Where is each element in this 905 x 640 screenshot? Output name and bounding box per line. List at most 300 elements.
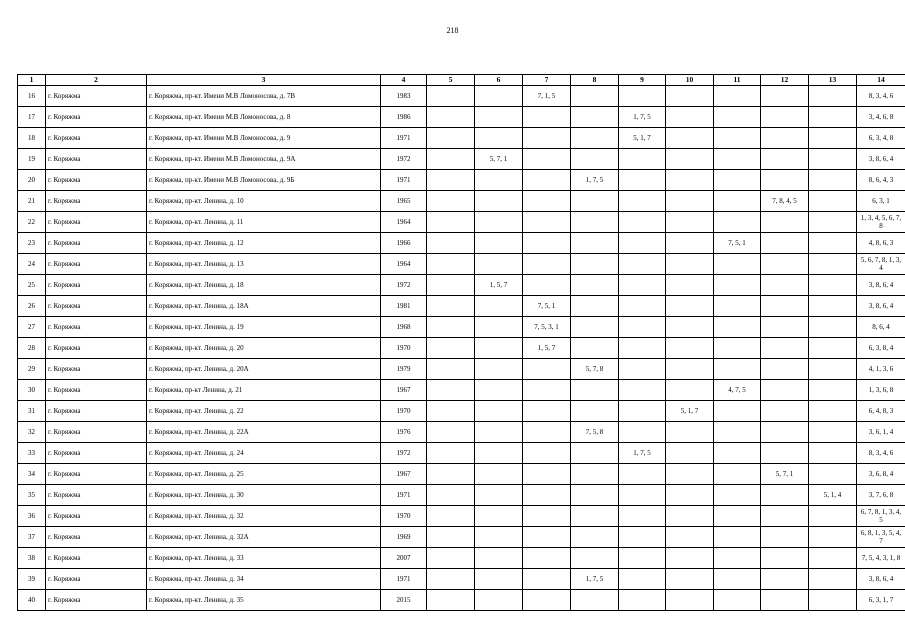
table-cell-col-7: 7, 5, 1: [523, 296, 571, 317]
table-cell-col-9: [619, 191, 666, 212]
table-cell-col-6: [475, 317, 523, 338]
table-cell-col-12: [761, 233, 809, 254]
table-cell-col-9: [619, 338, 666, 359]
table-cell-col-2: г. Коряжма: [46, 464, 147, 485]
table-cell-col-13: [809, 443, 857, 464]
table-cell-col-13: [809, 569, 857, 590]
table-cell-col-4: 1986: [381, 107, 427, 128]
table-cell-col-13: [809, 107, 857, 128]
table-cell-col-12: [761, 590, 809, 611]
table-cell-col-12: [761, 128, 809, 149]
table-cell-col-11: [714, 359, 761, 380]
table-cell-col-14: 6, 3, 8, 4: [857, 338, 905, 359]
table-cell-col-14: 8, 3, 4, 6: [857, 443, 905, 464]
table-row: [18, 527, 905, 548]
table-cell-col-3: г. Коряжма, пр-кт. Ленина, д. 18: [147, 275, 381, 296]
table-cell-col-14: 5, 6, 7, 8, 1, 3, 4: [857, 254, 905, 275]
table-cell-col-10: [666, 359, 714, 380]
table-cell-col-3: г. Коряжма, пр-кт. Ленина, д. 22: [147, 401, 381, 422]
table-cell-col-5: [427, 170, 475, 191]
table-cell-col-10: [666, 149, 714, 170]
table-cell-col-7: [523, 128, 571, 149]
table-cell-col-11: [714, 254, 761, 275]
table-cell-col-5: [427, 191, 475, 212]
table-cell-col-2: г. Коряжма: [46, 317, 147, 338]
table-cell-col-5: [427, 485, 475, 506]
table-cell-col-9: [619, 275, 666, 296]
table-cell-col-9: 5, 1, 7: [619, 128, 666, 149]
table-cell-col-11: [714, 506, 761, 527]
table-cell-col-2: г. Коряжма: [46, 296, 147, 317]
table-cell-col-7: [523, 548, 571, 569]
table-cell-col-12: [761, 380, 809, 401]
table-cell-col-5: [427, 464, 475, 485]
table-cell-col-5: [427, 296, 475, 317]
table-cell-col-2: г. Коряжма: [46, 338, 147, 359]
column-header-9: 9: [619, 75, 666, 86]
table-cell-col-14: 3, 7, 6, 8: [857, 485, 905, 506]
table-row: [18, 191, 905, 212]
table-cell-col-13: [809, 401, 857, 422]
table-cell-col-8: [571, 443, 619, 464]
table-cell-col-14: 6, 4, 8, 3: [857, 401, 905, 422]
table-cell-col-8: [571, 506, 619, 527]
table-cell-col-6: [475, 191, 523, 212]
table-cell-col-13: [809, 338, 857, 359]
table-cell-col-2: г. Коряжма: [46, 128, 147, 149]
table-row: [18, 128, 905, 149]
table-row: [18, 569, 905, 590]
table-cell-col-12: [761, 338, 809, 359]
table-cell-col-13: [809, 527, 857, 548]
table-cell-col-6: [475, 254, 523, 275]
table-cell-col-14: 6, 7, 8, 1, 3, 4, 5: [857, 506, 905, 527]
table-cell-col-6: [475, 212, 523, 233]
table-cell-col-7: [523, 191, 571, 212]
table-cell-col-13: [809, 233, 857, 254]
table-cell-col-11: [714, 107, 761, 128]
table-cell-col-6: 1, 5, 7: [475, 275, 523, 296]
table-cell-col-1: 38: [18, 548, 46, 569]
table-cell-col-8: [571, 149, 619, 170]
table-row: [18, 296, 905, 317]
table-cell-col-3: г. Коряжма, пр-кт. Имени М.В Ломоносова, д. 9Б: [147, 170, 381, 191]
table-cell-col-3: г. Коряжма, пр-кт. Ленина, д. 22А: [147, 422, 381, 443]
table-cell-col-3: г. Коряжма, пр-кт. Имени М.В Ломоносова, д. 8: [147, 107, 381, 128]
table-cell-col-7: [523, 380, 571, 401]
table-cell-col-3: г. Коряжма, пр-кт. Ленина, д. 19: [147, 317, 381, 338]
column-header-10: 10: [666, 75, 714, 86]
table-cell-col-13: [809, 359, 857, 380]
table-cell-col-1: 21: [18, 191, 46, 212]
table-cell-col-10: [666, 107, 714, 128]
table-cell-col-9: [619, 506, 666, 527]
column-header-3: 3: [147, 75, 381, 86]
table-cell-col-9: [619, 317, 666, 338]
table-cell-col-10: [666, 254, 714, 275]
table-cell-col-2: г. Коряжма: [46, 254, 147, 275]
table-cell-col-7: [523, 485, 571, 506]
table-body: [18, 86, 905, 611]
table-cell-col-4: 1967: [381, 464, 427, 485]
table-cell-col-11: [714, 275, 761, 296]
table-cell-col-7: 7, 1, 5: [523, 86, 571, 107]
table-cell-col-3: г. Коряжма, пр-кт. Ленина, д. 25: [147, 464, 381, 485]
table-cell-col-14: 6, 8, 1, 3, 5, 4, 7: [857, 527, 905, 548]
table-cell-col-6: [475, 464, 523, 485]
table-row: [18, 401, 905, 422]
table-cell-col-11: [714, 317, 761, 338]
table-cell-col-1: 37: [18, 527, 46, 548]
table-cell-col-3: г. Коряжма, пр-кт. Ленина, д. 13: [147, 254, 381, 275]
table-row: [18, 422, 905, 443]
table-cell-col-6: [475, 380, 523, 401]
table-cell-col-3: г. Коряжма, пр-кт Ленина, д. 21: [147, 380, 381, 401]
table-cell-col-11: [714, 464, 761, 485]
column-header-12: 12: [761, 75, 809, 86]
table-cell-col-13: [809, 317, 857, 338]
table-cell-col-5: [427, 401, 475, 422]
table-cell-col-1: 34: [18, 464, 46, 485]
table-cell-col-14: 4, 8, 6, 3: [857, 233, 905, 254]
table-cell-col-1: 17: [18, 107, 46, 128]
table-cell-col-8: [571, 338, 619, 359]
table-cell-col-1: 33: [18, 443, 46, 464]
table-cell-col-2: г. Коряжма: [46, 275, 147, 296]
table-cell-col-8: [571, 380, 619, 401]
table-cell-col-12: [761, 359, 809, 380]
table-cell-col-7: [523, 401, 571, 422]
table-cell-col-12: [761, 296, 809, 317]
table-cell-col-13: [809, 422, 857, 443]
table-cell-col-10: [666, 380, 714, 401]
table-cell-col-10: [666, 485, 714, 506]
table-cell-col-4: 1979: [381, 359, 427, 380]
table-cell-col-3: г. Коряжма, пр-кт. Ленина, д. 34: [147, 569, 381, 590]
table-cell-col-2: г. Коряжма: [46, 359, 147, 380]
table-cell-col-4: 1971: [381, 569, 427, 590]
table-cell-col-11: [714, 128, 761, 149]
table-cell-col-8: [571, 233, 619, 254]
table-cell-col-14: 8, 6, 4, 3: [857, 170, 905, 191]
table-row: [18, 443, 905, 464]
table-cell-col-4: 1972: [381, 149, 427, 170]
table-cell-col-2: г. Коряжма: [46, 107, 147, 128]
table-cell-col-10: [666, 338, 714, 359]
table-cell-col-2: г. Коряжма: [46, 485, 147, 506]
table-cell-col-14: 3, 8, 6, 4: [857, 275, 905, 296]
table-cell-col-12: 7, 8, 4, 5: [761, 191, 809, 212]
table-cell-col-1: 35: [18, 485, 46, 506]
table-cell-col-9: [619, 422, 666, 443]
table-cell-col-12: [761, 569, 809, 590]
table-cell-col-8: 1, 7, 5: [571, 170, 619, 191]
column-header-11: 11: [714, 75, 761, 86]
table-cell-col-1: 29: [18, 359, 46, 380]
table-cell-col-12: [761, 527, 809, 548]
table-cell-col-2: г. Коряжма: [46, 569, 147, 590]
table-cell-col-1: 24: [18, 254, 46, 275]
table-cell-col-13: [809, 464, 857, 485]
table-cell-col-13: [809, 590, 857, 611]
table-cell-col-14: 3, 6, 1, 4: [857, 422, 905, 443]
table-cell-col-8: 7, 5, 8: [571, 422, 619, 443]
table-cell-col-9: [619, 569, 666, 590]
table-cell-col-12: [761, 170, 809, 191]
table-cell-col-1: 31: [18, 401, 46, 422]
table-cell-col-8: [571, 107, 619, 128]
table-cell-col-10: 5, 1, 7: [666, 401, 714, 422]
table-cell-col-13: [809, 149, 857, 170]
table-cell-col-5: [427, 107, 475, 128]
table-cell-col-8: [571, 254, 619, 275]
column-header-14: 14: [857, 75, 905, 86]
table-cell-col-8: [571, 548, 619, 569]
table-cell-col-8: [571, 275, 619, 296]
table-cell-col-1: 23: [18, 233, 46, 254]
table-cell-col-9: 1, 7, 5: [619, 443, 666, 464]
table-cell-col-4: 1964: [381, 212, 427, 233]
table-cell-col-3: г. Коряжма, пр-кт. Имени М.В Ломоносова, д. 9: [147, 128, 381, 149]
table-row: [18, 149, 905, 170]
table-cell-col-14: 3, 4, 6, 8: [857, 107, 905, 128]
table-cell-col-2: г. Коряжма: [46, 527, 147, 548]
table-cell-col-1: 28: [18, 338, 46, 359]
table-cell-col-11: [714, 191, 761, 212]
table-cell-col-5: [427, 443, 475, 464]
table-cell-col-10: [666, 212, 714, 233]
table-cell-col-10: [666, 275, 714, 296]
table-cell-col-14: 8, 3, 4, 6: [857, 86, 905, 107]
table-cell-col-10: [666, 233, 714, 254]
table-cell-col-8: [571, 296, 619, 317]
table-cell-col-2: г. Коряжма: [46, 191, 147, 212]
table-cell-col-13: [809, 506, 857, 527]
table-cell-col-1: 22: [18, 212, 46, 233]
table-cell-col-3: г. Коряжма, пр-кт. Ленина, д. 30: [147, 485, 381, 506]
table-cell-col-1: 18: [18, 128, 46, 149]
table-cell-col-4: 1969: [381, 527, 427, 548]
table-cell-col-7: [523, 569, 571, 590]
table-cell-col-10: [666, 170, 714, 191]
table-cell-col-5: [427, 380, 475, 401]
table-cell-col-14: 3, 8, 6, 4: [857, 569, 905, 590]
table-cell-col-10: [666, 548, 714, 569]
table-cell-col-11: [714, 569, 761, 590]
table-cell-col-13: [809, 254, 857, 275]
table-cell-col-8: 5, 7, 8: [571, 359, 619, 380]
table-cell-col-11: 4, 7, 5: [714, 380, 761, 401]
table-cell-col-4: 1967: [381, 380, 427, 401]
table-cell-col-2: г. Коряжма: [46, 548, 147, 569]
table-cell-col-2: г. Коряжма: [46, 149, 147, 170]
table-cell-col-1: 26: [18, 296, 46, 317]
table-cell-col-7: [523, 422, 571, 443]
column-header-7: 7: [523, 75, 571, 86]
table-cell-col-4: 1972: [381, 275, 427, 296]
table-cell-col-3: г. Коряжма, пр-кт. Ленина, д. 20: [147, 338, 381, 359]
table-cell-col-9: [619, 86, 666, 107]
header-row: [18, 75, 905, 86]
table-cell-col-2: г. Коряжма: [46, 443, 147, 464]
table-row: [18, 359, 905, 380]
table-cell-col-9: [619, 170, 666, 191]
table-row: [18, 464, 905, 485]
table-cell-col-10: [666, 128, 714, 149]
table-cell-col-6: [475, 506, 523, 527]
table-cell-col-12: [761, 401, 809, 422]
table-cell-col-8: [571, 590, 619, 611]
table-cell-col-11: [714, 485, 761, 506]
table-cell-col-1: 16: [18, 86, 46, 107]
table-cell-col-6: [475, 443, 523, 464]
table-cell-col-3: г. Коряжма, пр-кт. Ленина, д. 32А: [147, 527, 381, 548]
table-cell-col-11: [714, 401, 761, 422]
table-cell-col-11: [714, 422, 761, 443]
table-cell-col-4: 1970: [381, 401, 427, 422]
table-cell-col-10: [666, 506, 714, 527]
table-cell-col-4: 1971: [381, 128, 427, 149]
table-cell-col-7: [523, 233, 571, 254]
table-cell-col-2: г. Коряжма: [46, 233, 147, 254]
table-cell-col-11: [714, 212, 761, 233]
table-row: [18, 275, 905, 296]
table-cell-col-14: 3, 8, 6, 4: [857, 296, 905, 317]
table-cell-col-11: 7, 5, 1: [714, 233, 761, 254]
column-header-6: 6: [475, 75, 523, 86]
table-cell-col-1: 40: [18, 590, 46, 611]
table-cell-col-9: [619, 359, 666, 380]
table-row: [18, 107, 905, 128]
table-cell-col-14: 6, 3, 4, 8: [857, 128, 905, 149]
table-cell-col-8: [571, 317, 619, 338]
table-cell-col-12: [761, 107, 809, 128]
table-cell-col-11: [714, 548, 761, 569]
table-cell-col-6: [475, 485, 523, 506]
table-cell-col-5: [427, 527, 475, 548]
table-cell-col-6: [475, 401, 523, 422]
table-cell-col-3: г. Коряжма, пр-кт. Ленина, д. 20А: [147, 359, 381, 380]
table-cell-col-1: 19: [18, 149, 46, 170]
table-cell-col-4: 1966: [381, 233, 427, 254]
table-cell-col-6: 5, 7, 1: [475, 149, 523, 170]
table-cell-col-14: 1, 3, 6, 8: [857, 380, 905, 401]
table-cell-col-6: [475, 422, 523, 443]
table-cell-col-11: [714, 338, 761, 359]
table-cell-col-8: [571, 485, 619, 506]
table-cell-col-10: [666, 317, 714, 338]
table-cell-col-13: 5, 1, 4: [809, 485, 857, 506]
table-row: [18, 380, 905, 401]
table-cell-col-4: 1970: [381, 506, 427, 527]
table-cell-col-6: [475, 128, 523, 149]
table-cell-col-10: [666, 191, 714, 212]
table-cell-col-14: 7, 5, 4, 3, 1, 8: [857, 548, 905, 569]
table-cell-col-12: [761, 317, 809, 338]
table-cell-col-13: [809, 170, 857, 191]
table-cell-col-1: 39: [18, 569, 46, 590]
table-cell-col-5: [427, 548, 475, 569]
table-cell-col-11: [714, 86, 761, 107]
housing-schedule-table: [17, 74, 905, 611]
table-cell-col-3: г. Коряжма, пр-кт. Ленина, д. 10: [147, 191, 381, 212]
table-cell-col-8: [571, 212, 619, 233]
table-cell-col-14: 3, 6, 8, 4: [857, 464, 905, 485]
table-cell-col-10: [666, 296, 714, 317]
table-cell-col-5: [427, 590, 475, 611]
table-cell-col-2: г. Коряжма: [46, 86, 147, 107]
table-cell-col-13: [809, 275, 857, 296]
table-cell-col-7: [523, 107, 571, 128]
table-cell-col-11: [714, 443, 761, 464]
table-cell-col-1: 36: [18, 506, 46, 527]
table-cell-col-11: [714, 170, 761, 191]
table-cell-col-13: [809, 128, 857, 149]
table-cell-col-3: г. Коряжма, пр-кт. Ленина, д. 32: [147, 506, 381, 527]
table-cell-col-14: 6, 3, 1: [857, 191, 905, 212]
table-cell-col-9: [619, 464, 666, 485]
table-cell-col-11: [714, 149, 761, 170]
table-cell-col-1: 20: [18, 170, 46, 191]
table-cell-col-5: [427, 212, 475, 233]
table-cell-col-4: 1971: [381, 485, 427, 506]
table-cell-col-6: [475, 233, 523, 254]
table-cell-col-7: [523, 212, 571, 233]
table-cell-col-1: 25: [18, 275, 46, 296]
table-cell-col-5: [427, 149, 475, 170]
table-cell-col-6: [475, 107, 523, 128]
table-cell-col-7: [523, 170, 571, 191]
table-cell-col-13: [809, 548, 857, 569]
table-cell-col-12: [761, 548, 809, 569]
table-cell-col-9: [619, 527, 666, 548]
table-cell-col-12: [761, 149, 809, 170]
table-cell-col-4: 1976: [381, 422, 427, 443]
table-cell-col-10: [666, 569, 714, 590]
table-cell-col-1: 27: [18, 317, 46, 338]
table-cell-col-2: г. Коряжма: [46, 380, 147, 401]
column-header-13: 13: [809, 75, 857, 86]
table-cell-col-12: [761, 443, 809, 464]
table-cell-col-8: [571, 86, 619, 107]
table-cell-col-6: [475, 86, 523, 107]
table-cell-col-9: [619, 548, 666, 569]
table-cell-col-13: [809, 296, 857, 317]
table-cell-col-9: 1, 7, 5: [619, 107, 666, 128]
table-cell-col-1: 30: [18, 380, 46, 401]
table-cell-col-4: 1971: [381, 170, 427, 191]
table-cell-col-9: [619, 254, 666, 275]
table-cell-col-4: 1964: [381, 254, 427, 275]
table-cell-col-7: [523, 464, 571, 485]
table-row: [18, 548, 905, 569]
table-cell-col-2: г. Коряжма: [46, 212, 147, 233]
table-cell-col-7: [523, 359, 571, 380]
table-cell-col-5: [427, 359, 475, 380]
table-cell-col-10: [666, 443, 714, 464]
table-cell-col-4: 1965: [381, 191, 427, 212]
table-cell-col-5: [427, 254, 475, 275]
table-cell-col-13: [809, 191, 857, 212]
table-cell-col-5: [427, 338, 475, 359]
table-cell-col-11: [714, 527, 761, 548]
table-cell-col-12: [761, 422, 809, 443]
table-cell-col-7: [523, 527, 571, 548]
table-cell-col-7: [523, 506, 571, 527]
table-row: [18, 485, 905, 506]
table-cell-col-5: [427, 569, 475, 590]
table-cell-col-6: [475, 359, 523, 380]
